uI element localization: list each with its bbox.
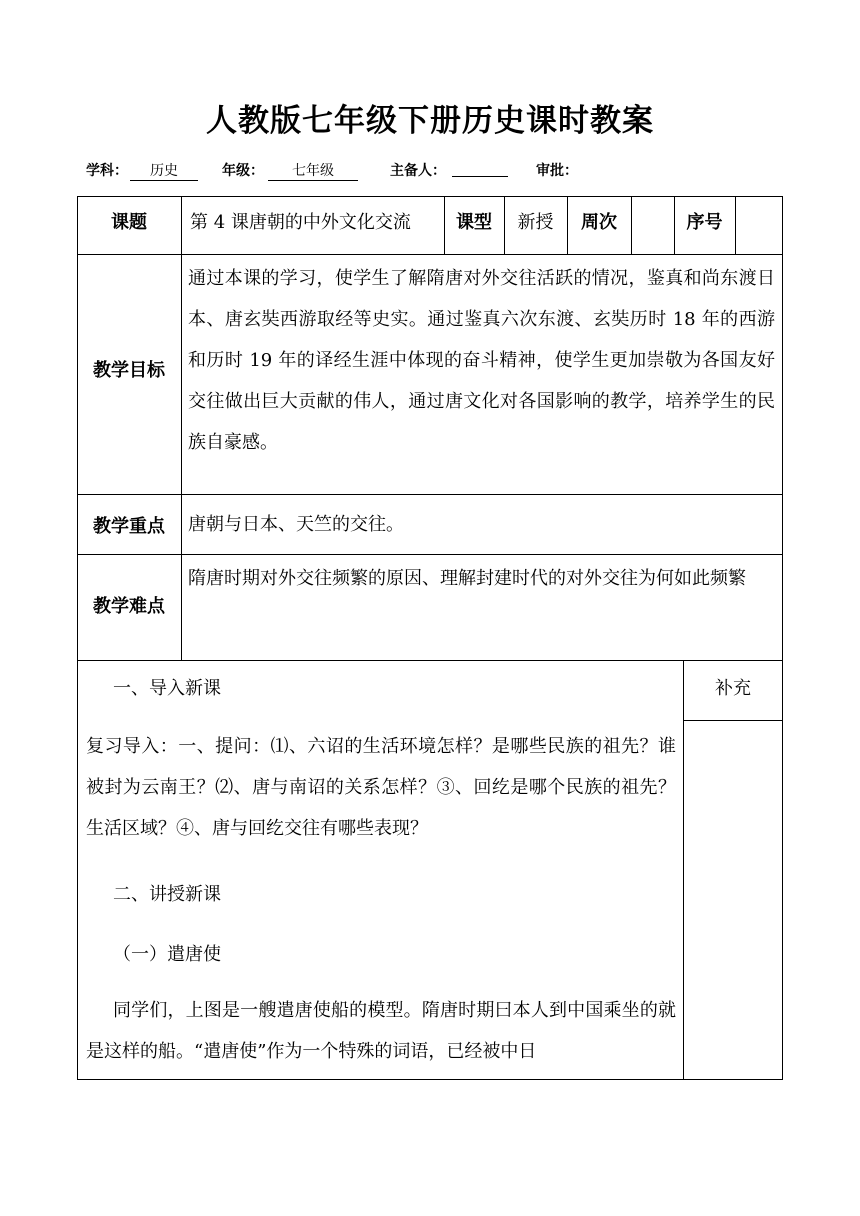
seq-label: 序号	[686, 212, 723, 233]
key-points-text: 唐朝与日本、天竺的交往。	[188, 514, 404, 535]
difficulties-text: 隋唐时期对外交往频繁的原因、理解封建时代的对外交往为何如此频繁	[188, 568, 746, 589]
subject-value: 历史	[130, 160, 198, 181]
objectives-text: 通过本课的学习，使学生了解隋唐对外交往活跃的情况，鉴真和尚东渡日本、唐玄奘西游取经等史实。通过鉴真六次东渡、玄奘历时 18 年的西游和历时 19 年的译经生涯中体现的奋斗精神，使学生更加崇敬为各国友好交往做出巨大贡献的伟人，通过唐文化对各国影响的教学，培养学生的民族自豪感。	[188, 268, 775, 453]
approval-label: 审批：	[536, 163, 578, 179]
difficulties-label: 教学难点	[93, 596, 165, 617]
review-paragraph: 复习导入：一、提问：⑴、六诏的生活环境怎样？是哪些民族的祖先？谁被封为云南王？⑵、唐与南诏的关系怎样？③、回纥是哪个民族的祖先？生活区域？④、唐与回纥交往有哪些表现？	[86, 736, 676, 839]
section-heading-new-lesson: 二、讲授新课	[113, 884, 221, 905]
subsection-heading-envoys: （一）遣唐使	[113, 944, 221, 965]
key-points-label: 教学重点	[93, 516, 165, 537]
type-label: 课型	[456, 212, 492, 233]
supplement-label: 补充	[715, 678, 751, 699]
grade-value: 七年级	[268, 160, 358, 181]
topic-label: 课题	[111, 212, 147, 233]
type-value: 新授	[517, 212, 554, 233]
objectives-label: 教学目标	[93, 360, 165, 381]
week-label: 周次	[581, 212, 617, 233]
subject-label: 学科：	[86, 163, 128, 179]
section-heading-intro: 一、导入新课	[113, 678, 221, 699]
lesson-plan-table	[77, 196, 783, 1080]
preparer-value	[452, 160, 508, 177]
page-title: 人教版七年级下册历史课时教案	[206, 103, 654, 139]
envoys-paragraph: 同学们，上图是一艘遣唐使船的模型。隋唐时期曰本人到中国乘坐的就是这样的船。“遣唐使”作为一个特殊的词语，已经被中日	[86, 1000, 676, 1062]
topic-value: 第 4 课唐朝的中外文化交流	[190, 212, 411, 233]
preparer-label: 主备人：	[390, 163, 446, 179]
grade-label: 年级：	[222, 163, 264, 179]
